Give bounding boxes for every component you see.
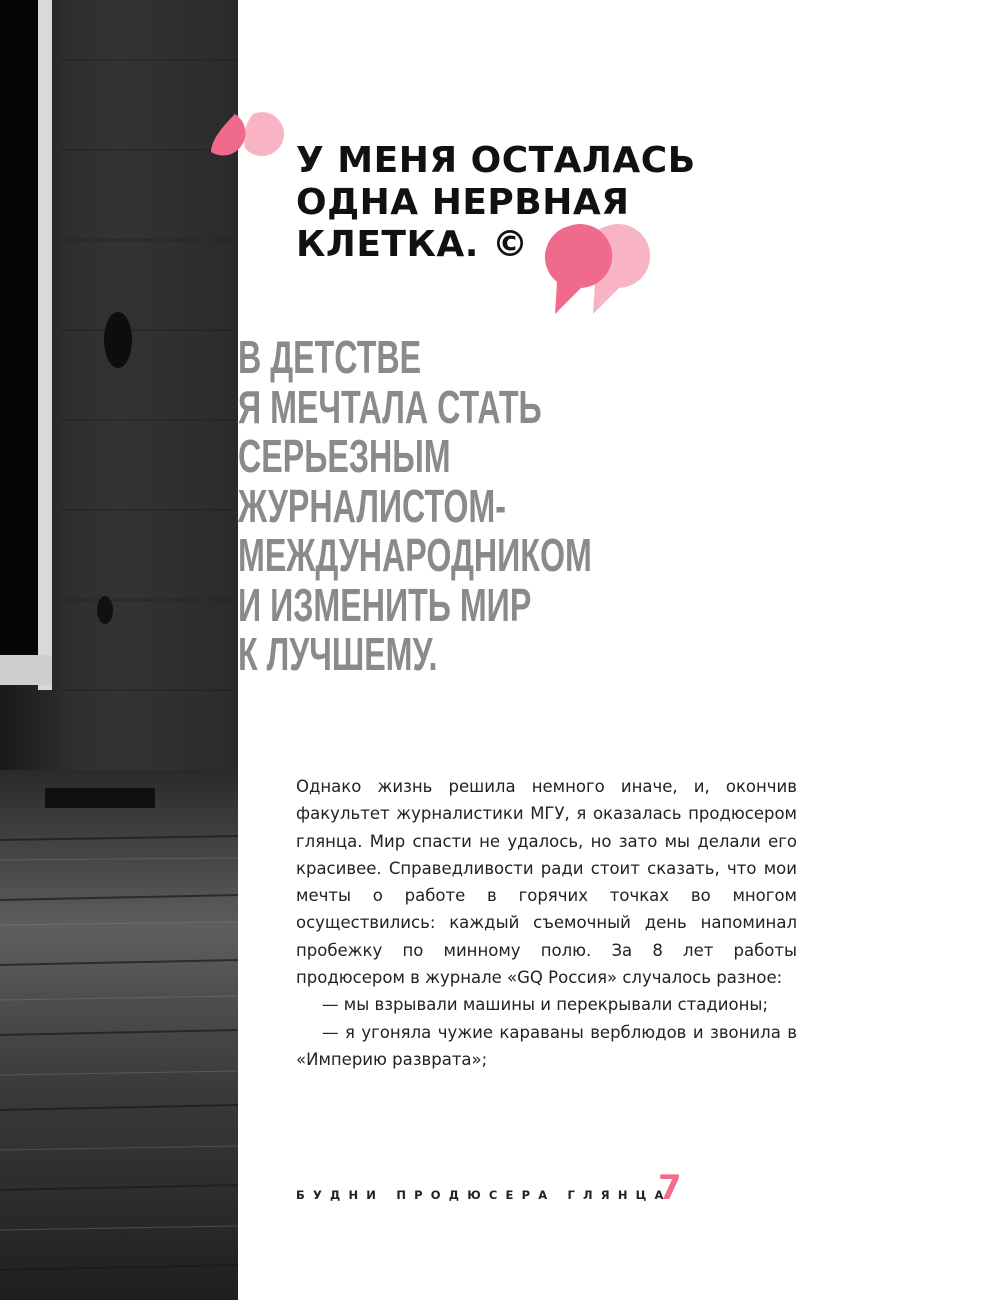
list-item: — мы взрывали машины и перекрывали стадионы; [322,995,768,1015]
photo-illustration [0,0,238,1300]
lede-line: К ЛУЧШЕМУ. [238,628,438,680]
headline-quote [296,140,736,266]
headline-line: КЛЕТКА. © [296,224,529,265]
lede-line: МЕЖДУНАРОДНИКОМ [238,529,592,581]
body-text [296,773,797,1073]
lede-line: Я МЕЧТАЛА СТАТЬ [238,380,542,433]
page-number: 7 [658,1168,682,1208]
lede-line: СЕРЬЕЗНЫМ [238,430,451,482]
lede-line: И ИЗМЕНИТЬ МИР [238,578,532,631]
headline-line: У МЕНЯ ОСТАЛАСЬ [296,140,696,181]
running-footer-title: БУДНИ ПРОДЮСЕРА ГЛЯНЦА [296,1188,672,1202]
body-paragraph: Однако жизнь решила немного иначе, и, окончив факультет журналистики МГУ, я оказалась продюсером глянца. Мир спасти не удалось, но зато мы делали его красивее. Справедливости ради стоит сказать, что мои мечты о работе в горячих точках во многом осуществились: каждый съемочный день напоминал пробежку по минному полю. За 8 лет работы продюсером в журнале «GQ Россия» случалось разное: [296,777,797,988]
lede-line: В ДЕТСТВЕ [238,331,422,383]
lede-text [238,333,638,680]
open-quote-icon [205,112,295,182]
dark-room-photo [0,0,238,1300]
headline-line: ОДНА НЕРВНАЯ [296,182,630,223]
list-item: — я угоняла чужие караваны верблюдов и звонила в «Империю разврата»; [296,1022,797,1069]
lede-line: ЖУРНАЛИСТОМ- [238,479,506,532]
